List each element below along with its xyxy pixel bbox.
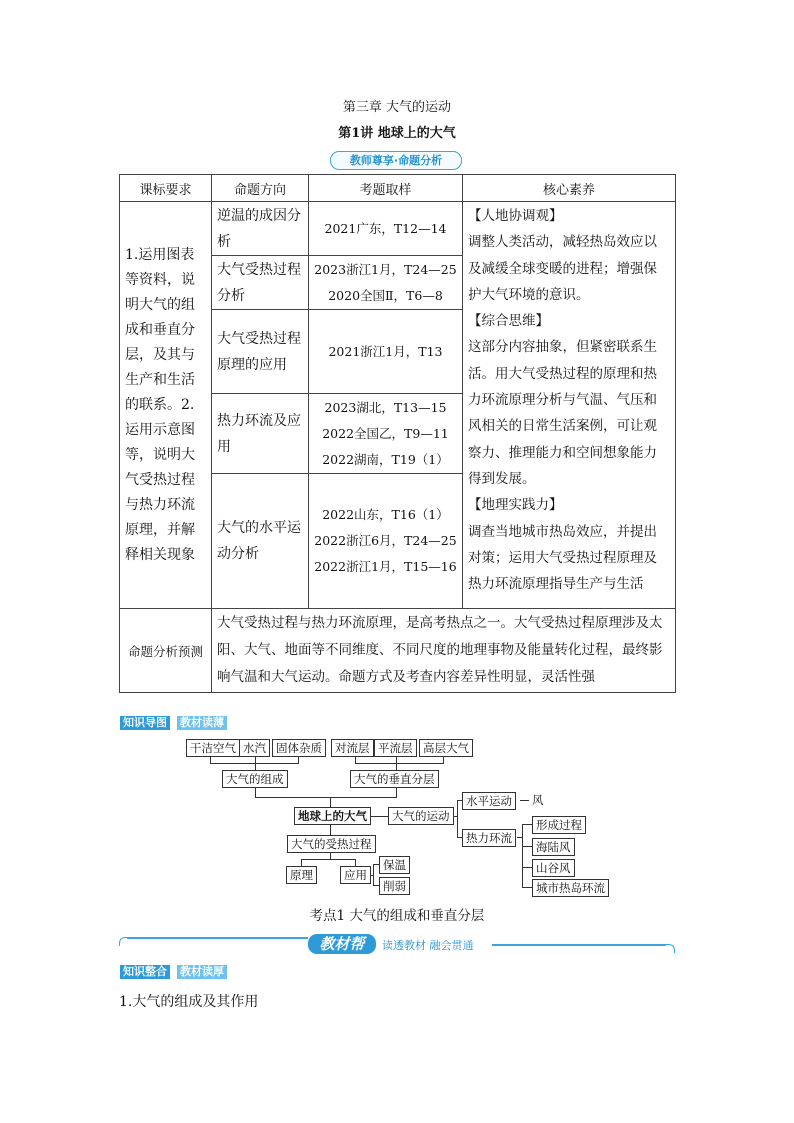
direction-5: 大气的水平运动分析 [212,474,309,609]
header-requirements: 课标要求 [120,175,212,202]
banner-title: 教材帮 [308,934,376,954]
teacher-badge: 教师尊享·命题分析 [330,151,462,170]
section-title: 考点1 大气的组成和垂直分层 [309,908,485,924]
node-weaken: 削弱 [379,877,410,895]
node-urban-heat: 城市热岛环流 [532,879,609,897]
core-literacy-cell [463,202,676,609]
map-tag-a: 知识导图 [120,716,170,730]
samples-5: 2022山东，T16（1） 2022浙江6月，T24—25 2022浙江1月，T15—16 [309,474,463,609]
banner-line-right [492,944,666,946]
node-horizontal: 水平运动 [462,792,516,810]
node-composition: 大气的组成 [222,770,288,788]
node-high-atm: 高层大气 [419,739,473,757]
node-mountain-valley: 山谷风 [532,859,575,877]
node-thermal: 热力环流 [462,829,516,847]
banner-right-corner [666,944,675,953]
direction-4: 热力环流及应用 [212,394,309,474]
node-insulation: 保温 [379,856,410,874]
curriculum-table [119,174,676,693]
prediction-label: 命题分析预测 [120,609,212,693]
core-text-2: 这部分内容抽象，但紧密联系生活。用大气受热过程的原理和热力环流原理分析与气温、气压和风相关的日常生活案例，可让观察力、推理能力和空间想象能力得到发展。 [468,339,657,487]
map-tag-b: 教材读薄 [177,716,227,730]
direction-2: 大气受热过程分析 [212,256,309,310]
banner-subtitle: 读透教材 融会贯通 [382,939,474,952]
core-heading-1: 【人地协调观】 [468,208,563,224]
node-stratosphere: 平流层 [374,739,417,757]
subheading: 1.大气的组成及其作用 [119,994,259,1010]
banner-line-left [127,937,308,939]
node-wind: 风 [529,792,547,808]
node-dry-air: 干洁空气 [186,739,240,757]
samples-1: 2021广东，T12—14 [309,202,463,256]
integrate-tag-a: 知识整合 [120,965,170,979]
core-heading-3: 【地理实践力】 [468,497,563,514]
header-samples: 考题取样 [309,175,463,202]
samples-2: 2023浙江1月，T24—25 2020全国Ⅱ，T6—8 [309,256,463,310]
requirements-cell: 1.运用图表等资料，说明大气的组成和垂直分层，及其与生产和生活的联系。2.运用示意图等，说明大气受热过程与热力环流原理，并解释相关现象 [120,202,212,609]
header-core: 核心素养 [463,175,676,202]
node-heating: 大气的受热过程 [287,835,376,853]
node-water-vapor: 水汽 [239,739,270,757]
core-text-1: 调整人类活动，减轻热岛效应以及减缓全球变暖的进程；增强保护大气环境的意识。 [468,234,657,303]
node-solid: 固体杂质 [272,739,326,757]
node-application: 应用 [340,866,371,884]
node-troposphere: 对流层 [331,739,374,757]
direction-3: 大气受热过程原理的应用 [212,310,309,394]
node-formation: 形成过程 [532,816,586,834]
node-center: 地球上的大气 [294,807,371,825]
core-text-3: 调查当地城市热岛效应，并提出对策；运用大气受热过程原理及热力环流原理指导生产与生活 [468,523,657,593]
core-heading-2: 【综合思维】 [468,313,549,330]
lecture-title: 第1讲 地球上的大气 [338,126,456,141]
node-vertical: 大气的垂直分层 [350,770,439,788]
node-principle: 原理 [286,866,317,884]
samples-4: 2023湖北，T13—15 2022全国乙，T9—11 2022湖南，T19（1） [309,394,463,474]
direction-1: 逆温的成因分析 [212,202,309,256]
node-land-sea: 海陆风 [532,838,575,856]
chapter-title: 第三章 大气的运动 [342,100,452,115]
prediction-text: 大气受热过程与热力环流原理，是高考热点之一。大气受热过程原理涉及太阳、大气、地面等不同维度、不同尺度的地理事物及能量转化过程，最终影响气温和大气运动。命题方式及考查内容差异性明显，灵活性强 [212,609,676,693]
integrate-tag-b: 教材读厚 [177,965,227,979]
node-motion: 大气的运动 [388,807,454,825]
samples-3: 2021浙江1月，T13 [309,310,463,394]
header-direction: 命题方向 [212,175,309,202]
